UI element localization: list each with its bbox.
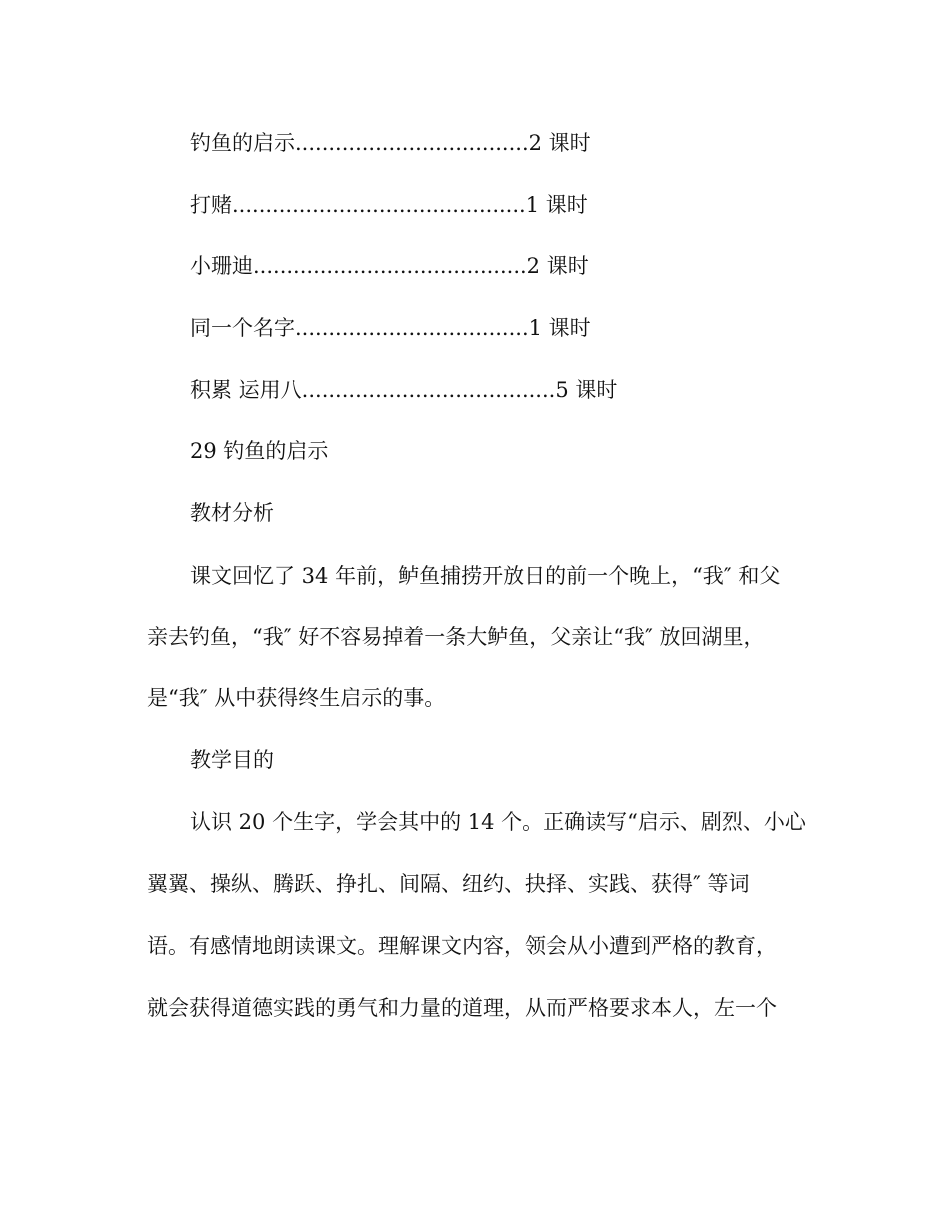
section-heading-goals: 教学目的 [190,748,274,772]
toc-entry: 小珊迪.........................................2 课时 [190,254,589,278]
toc-entry: 同一个名字...................................1 课时 [190,316,591,340]
toc-entry: 积累 运用八......................................5 课时 [190,378,618,402]
toc-entry: 打赌............................................1 课时 [190,193,588,217]
paragraph-line: 认识 20 个生字，学会其中的 14 个。正确读写“启示、剧烈、小心 [190,810,806,834]
paragraph-line: 亲去钓鱼，“我″ 好不容易掉着一条大鲈鱼，父亲让“我″ 放回湖里， [147,625,765,649]
toc-entry: 钓鱼的启示...................................2 课时 [190,131,591,155]
paragraph-line: 翼翼、操纵、腾跃、挣扎、间隔、纽约、抉择、实践、获得″ 等词 [147,872,750,896]
lesson-title: 29 钓鱼的启示 [190,439,329,463]
paragraph-line: 课文回忆了 34 年前，鲈鱼捕捞开放日的前一个晚上，“我″ 和父 [190,564,781,588]
paragraph-line: 语。有感情地朗读课文。理解课文内容，领会从小遭到严格的教育， [147,934,777,958]
paragraph-line: 就会获得道德实践的勇气和力量的道理，从而严格要求本人，左一个 [147,996,777,1020]
paragraph-line: 是“我″ 从中获得终生启示的事。 [147,686,446,710]
section-heading-analysis: 教材分析 [190,501,274,525]
